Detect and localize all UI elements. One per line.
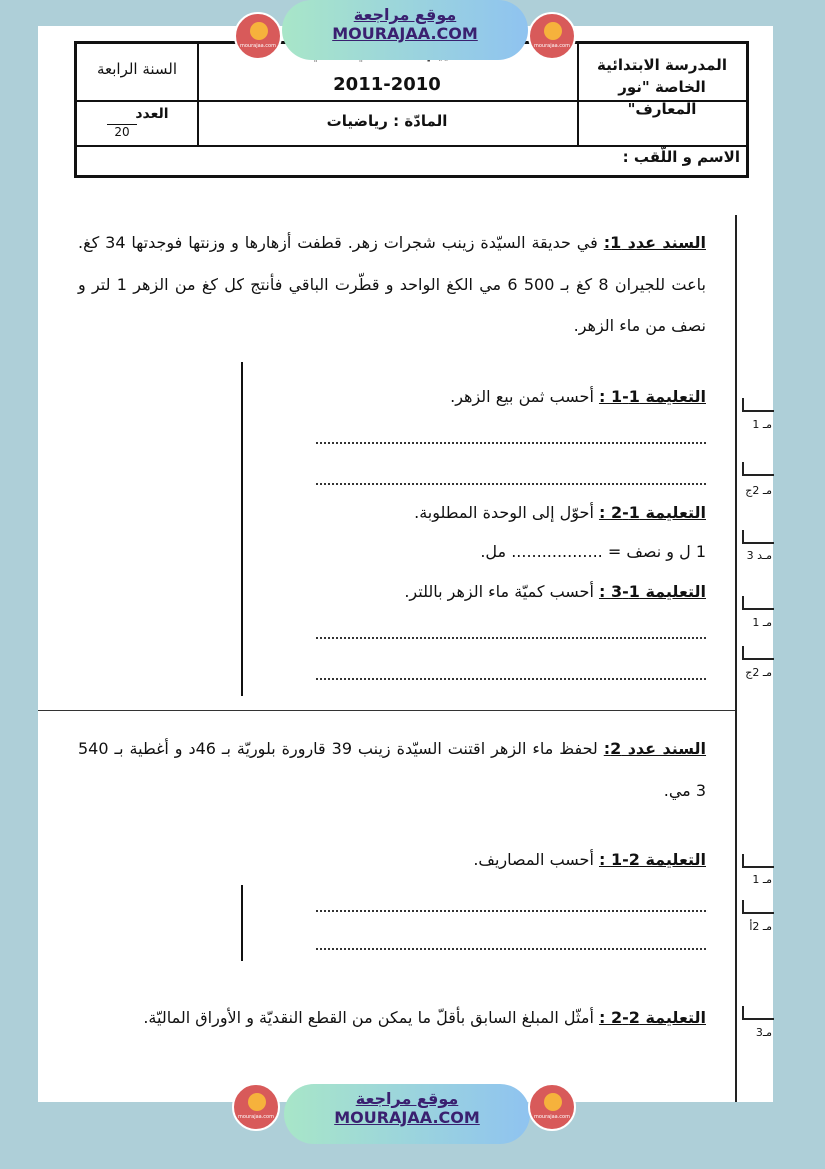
- answer-line: [316, 678, 706, 680]
- header-table: [74, 41, 749, 178]
- section2-body: لحفظ ماء الزهر اقتنت السيّدة زينب 39 قارورة بلوريّة بـ 46د و أغطية بـ 540 3 مي.: [78, 739, 706, 800]
- logo-icon: mourajaa.com: [232, 1083, 280, 1131]
- section1-label: السند عدد 1:: [603, 233, 706, 252]
- exam-sheet: [38, 26, 773, 1102]
- school-name: المدرسة الابتدائية الخاصة "نور المعارف": [597, 56, 727, 118]
- mark-label: مـ 2ج: [745, 484, 772, 497]
- mark-label: مـ 2أ: [749, 920, 772, 933]
- section2-label: السند عدد 2:: [603, 739, 707, 758]
- margin-bar: [241, 362, 243, 696]
- grade-level: السنة الرابعة: [96, 60, 178, 78]
- section-divider: [38, 710, 735, 711]
- answer-line: [316, 637, 706, 639]
- mark-label: مـ 1: [752, 418, 772, 431]
- q1-2: التعليمة 1-2 : أحوّل إلى الوحدة المطلوبة.: [414, 503, 706, 522]
- q2-2: التعليمة 2-2 : أمثّل المبلغ السابق بأقلّ ما يمكن من القطع النقديّة و الأوراق الماليّة.: [143, 1008, 706, 1027]
- section1-body: في حديقة السيّدة زينب شجرات زهر. قطفت أزهارها و وزنتها فوجدتها 34 كغ. باعت للجيران 8 كغ بـ 500 6 مي الكغ الواحد و قطّرت الباقي فأنتج كل كغ من الزهر 1 لتر و نصف من ماء الزهر.: [78, 233, 707, 336]
- watermark-latin: MOURAJAA.COM: [332, 24, 478, 43]
- mark-label: مـ3: [755, 1026, 772, 1039]
- q1-2-conversion: 1 ل و نصف = .................. مل.: [480, 542, 706, 561]
- mark-label: مـ 1: [752, 616, 772, 629]
- q1-1: التعليمة 1-1 : أحسب ثمن بيع الزهر.: [450, 387, 706, 406]
- answer-line: [316, 442, 706, 444]
- header-row-subject: [77, 100, 746, 147]
- margin-bar: [241, 885, 243, 961]
- q2-1: التعليمة 2-1 : أحسب المصاريف.: [473, 850, 706, 869]
- answer-line: [316, 483, 706, 485]
- logo-icon: mourajaa.com: [234, 12, 282, 60]
- logo-icon: mourajaa.com: [528, 1083, 576, 1131]
- watermark-arabic: موقع مراجعة: [353, 5, 457, 24]
- subject: المادّة : رياضيات: [326, 112, 448, 130]
- logo-icon: mourajaa.com: [528, 12, 576, 60]
- watermark-badge[interactable]: [282, 0, 528, 60]
- section2-text: [78, 728, 706, 811]
- mark-label: مـ 2ج: [745, 666, 772, 679]
- answer-line: [316, 948, 706, 950]
- header-row-name: [77, 145, 746, 175]
- answer-line: [316, 910, 706, 912]
- watermark-badge[interactable]: [284, 1084, 530, 1144]
- name-label: الاسم و اللّقب :: [622, 148, 740, 166]
- school-year: 2011-2010: [333, 74, 441, 95]
- grade-total: 20: [107, 124, 137, 139]
- watermark-arabic: موقع مراجعة: [355, 1089, 459, 1108]
- mark-label: مـد 3: [746, 549, 772, 562]
- mark-label: مـ 1: [752, 873, 772, 886]
- q1-3: التعليمة 1-3 : أحسب كميّة ماء الزهر باللتر.: [404, 582, 706, 601]
- grade-label: العدد: [135, 106, 169, 122]
- watermark-latin: MOURAJAA.COM: [334, 1108, 480, 1127]
- section1-text: [78, 222, 706, 347]
